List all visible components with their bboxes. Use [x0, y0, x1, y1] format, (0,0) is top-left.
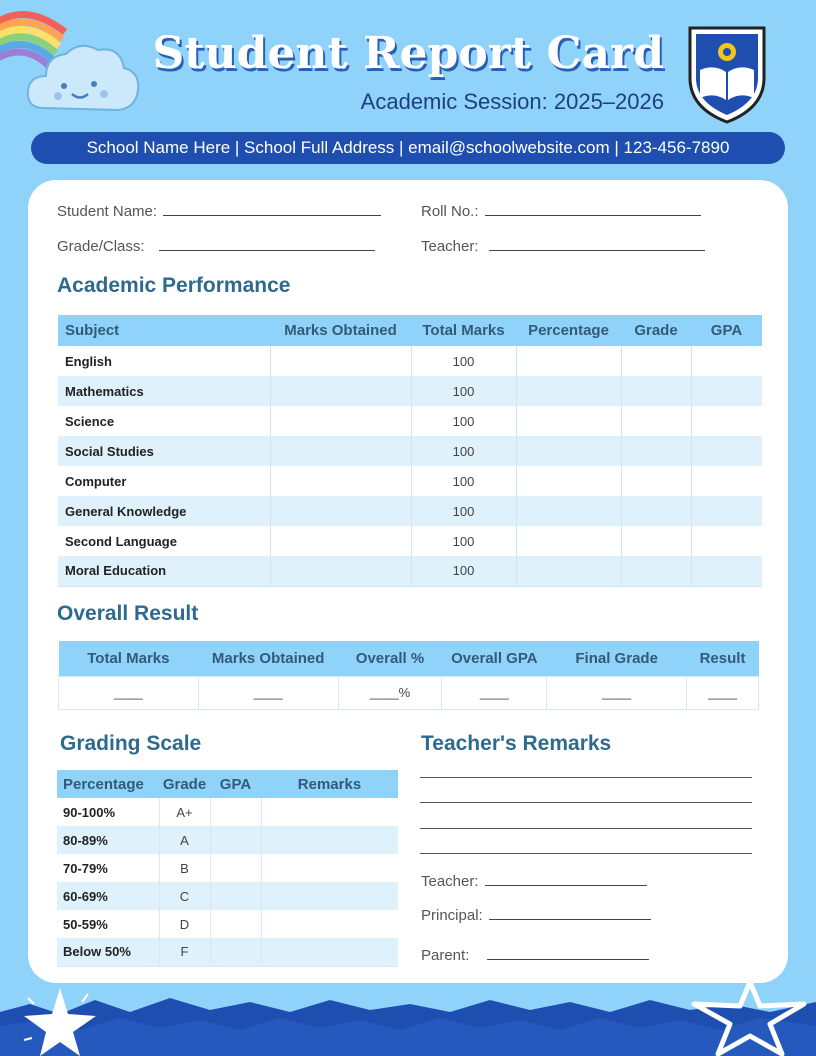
subject-cell: Mathematics [58, 376, 270, 406]
result-value[interactable]: ____ [687, 676, 759, 709]
gpa-cell[interactable] [691, 436, 762, 466]
marks-obtained-value[interactable]: ____ [198, 676, 338, 709]
percentage-cell[interactable] [516, 406, 621, 436]
percentage-range: 90-100% [63, 804, 116, 820]
teacher-signature-label: Teacher: [421, 873, 479, 890]
subject-cell: Science [65, 413, 115, 429]
column-header: Total Marks [59, 641, 199, 676]
table-row [58, 556, 762, 586]
page-title: Student Report Card [152, 28, 664, 79]
grade-cell[interactable] [621, 496, 691, 526]
grading-scale-title: Grading Scale [60, 732, 202, 755]
cloud-icon [24, 38, 142, 124]
marks-obtained-cell[interactable] [270, 496, 411, 526]
percentage-cell[interactable] [516, 496, 621, 526]
grade-cell[interactable] [621, 346, 691, 376]
subject-cell: General Knowledge [58, 496, 270, 526]
percentage-cell[interactable] [516, 556, 621, 586]
table-row [58, 496, 762, 526]
marks-obtained-cell[interactable] [270, 346, 411, 376]
table-row [58, 466, 762, 496]
column-header: GPA [691, 315, 762, 346]
column-header: Subject [58, 315, 270, 346]
gpa-cell[interactable] [210, 910, 261, 938]
table-row [58, 526, 762, 556]
remark-line[interactable] [420, 853, 752, 854]
gpa-cell[interactable] [210, 854, 261, 882]
grade-cell[interactable] [621, 406, 691, 436]
grade-cell[interactable] [621, 526, 691, 556]
remarks-cell[interactable] [261, 798, 398, 826]
student-name-field[interactable] [57, 203, 381, 220]
principal-signature-line [489, 919, 651, 920]
column-header: Overall % [338, 641, 442, 676]
grade-letter: C [159, 882, 210, 910]
gpa-cell[interactable] [210, 938, 261, 966]
teacher-signature-field[interactable] [421, 873, 647, 890]
school-info-bar: School Name Here | School Full Address | email@schoolwebsite.com | 123-456-7890 [31, 132, 785, 164]
overall-percent-value[interactable]: ____% [338, 676, 442, 709]
teachers-remarks-title: Teacher's Remarks [421, 732, 612, 755]
academic-performance-title: Academic Performance [57, 274, 291, 297]
percentage-cell[interactable] [516, 376, 621, 406]
subject-cell: English [65, 353, 112, 369]
column-header: Grade [159, 770, 210, 798]
column-header: Overall GPA [442, 641, 547, 676]
subject-cell: Computer [65, 473, 127, 489]
remarks-cell[interactable] [261, 826, 398, 854]
school-crest-icon [686, 24, 768, 124]
table-row [57, 882, 398, 910]
principal-signature-label: Principal: [421, 907, 483, 924]
teacher-line [489, 250, 705, 251]
grade-class-line [159, 250, 375, 251]
total-marks-cell: 100 [411, 466, 516, 496]
teacher-signature-line [485, 885, 647, 886]
subject-cell: Moral Education [58, 556, 270, 586]
column-header: Result [687, 641, 759, 676]
principal-signature-field[interactable] [421, 907, 651, 924]
gpa-cell[interactable] [691, 556, 762, 586]
total-marks-cell: 100 [411, 526, 516, 556]
grading-scale-table [57, 770, 398, 967]
percentage-cell[interactable] [516, 436, 621, 466]
table-row [57, 826, 398, 854]
remarks-cell[interactable] [261, 938, 398, 966]
percentage-range: 70-79% [63, 860, 108, 876]
subject-cell: Social Studies [58, 436, 270, 466]
table-row [57, 854, 398, 882]
parent-signature-line [487, 959, 649, 960]
column-header: Final Grade [547, 641, 687, 676]
remark-line[interactable] [420, 777, 752, 778]
marks-obtained-cell[interactable] [270, 466, 411, 496]
teacher-label: Teacher: [421, 238, 479, 255]
table-row [57, 938, 398, 966]
percentage-range: 60-69% [57, 882, 159, 910]
grade-cell[interactable] [621, 436, 691, 466]
grade-letter: A [159, 826, 210, 854]
table-header-row [58, 315, 762, 346]
star-icon [690, 976, 808, 1056]
percentage-range: 80-89% [57, 826, 159, 854]
percentage-cell[interactable] [516, 346, 621, 376]
column-header: Marks Obtained [270, 315, 411, 346]
grade-cell[interactable] [621, 466, 691, 496]
parent-signature-field[interactable] [421, 947, 649, 964]
gpa-cell[interactable] [691, 376, 762, 406]
table-header-row [59, 641, 759, 676]
percentage-cell[interactable] [516, 526, 621, 556]
total-marks-cell: 100 [411, 406, 516, 436]
percentage-range: 50-59% [63, 916, 108, 932]
gpa-cell[interactable] [210, 882, 261, 910]
table-row [58, 436, 762, 466]
remark-line[interactable] [420, 828, 752, 829]
table-header-row [57, 770, 398, 798]
remarks-cell[interactable] [261, 854, 398, 882]
grade-cell[interactable] [621, 376, 691, 406]
marks-obtained-cell[interactable] [270, 526, 411, 556]
gpa-cell[interactable] [691, 466, 762, 496]
remark-line[interactable] [420, 802, 752, 803]
grade-class-label: Grade/Class: [57, 238, 145, 255]
grade-cell[interactable] [621, 556, 691, 586]
marks-obtained-cell[interactable] [270, 406, 411, 436]
grade-letter: B [159, 854, 210, 882]
percentage-cell[interactable] [516, 466, 621, 496]
remarks-cell[interactable] [261, 910, 398, 938]
total-marks-cell: 100 [411, 556, 516, 586]
gpa-cell[interactable] [210, 798, 261, 826]
total-marks-value[interactable]: ____ [59, 676, 199, 709]
teacher-field[interactable] [421, 238, 705, 255]
column-header: Marks Obtained [198, 641, 338, 676]
column-header: Remarks [261, 770, 398, 798]
overall-result-table [58, 641, 759, 710]
final-grade-value[interactable]: ____ [547, 676, 687, 709]
table-row [57, 798, 398, 826]
percentage-range: Below 50% [57, 938, 159, 966]
grade-class-field[interactable] [57, 238, 375, 255]
grade-letter: A+ [159, 798, 210, 826]
star-icon [18, 984, 100, 1056]
marks-obtained-cell[interactable] [270, 556, 411, 586]
column-header: GPA [210, 770, 261, 798]
marks-obtained-cell[interactable] [270, 436, 411, 466]
academic-performance-table [58, 315, 762, 587]
grade-letter: F [159, 938, 210, 966]
marks-obtained-cell[interactable] [270, 376, 411, 406]
subject-cell: Second Language [65, 533, 177, 549]
grade-letter: D [159, 910, 210, 938]
gpa-cell[interactable] [691, 346, 762, 376]
total-marks-cell: 100 [411, 346, 516, 376]
table-row [58, 346, 762, 376]
total-marks-cell: 100 [411, 376, 516, 406]
gpa-cell[interactable] [691, 526, 762, 556]
column-header: Total Marks [411, 315, 516, 346]
table-row [59, 676, 759, 709]
remarks-cell[interactable] [261, 882, 398, 910]
roll-no-label: Roll No.: [421, 203, 479, 220]
table-row [57, 910, 398, 938]
roll-no-field[interactable] [421, 203, 701, 220]
overall-gpa-value[interactable]: ____ [442, 676, 547, 709]
gpa-cell[interactable] [691, 406, 762, 436]
column-header: Percentage [57, 770, 159, 798]
overall-result-title: Overall Result [57, 602, 199, 625]
student-name-line [163, 215, 381, 216]
table-row [58, 406, 762, 436]
roll-no-line [485, 215, 701, 216]
column-header: Grade [621, 315, 691, 346]
student-name-label: Student Name: [57, 203, 158, 220]
parent-signature-label: Parent: [421, 947, 470, 964]
table-row [58, 376, 762, 406]
total-marks-cell: 100 [411, 436, 516, 466]
academic-session: Academic Session: 2025–2026 [360, 89, 664, 114]
column-header: Percentage [516, 315, 621, 346]
gpa-cell[interactable] [210, 826, 261, 854]
total-marks-cell: 100 [411, 496, 516, 526]
gpa-cell[interactable] [691, 496, 762, 526]
